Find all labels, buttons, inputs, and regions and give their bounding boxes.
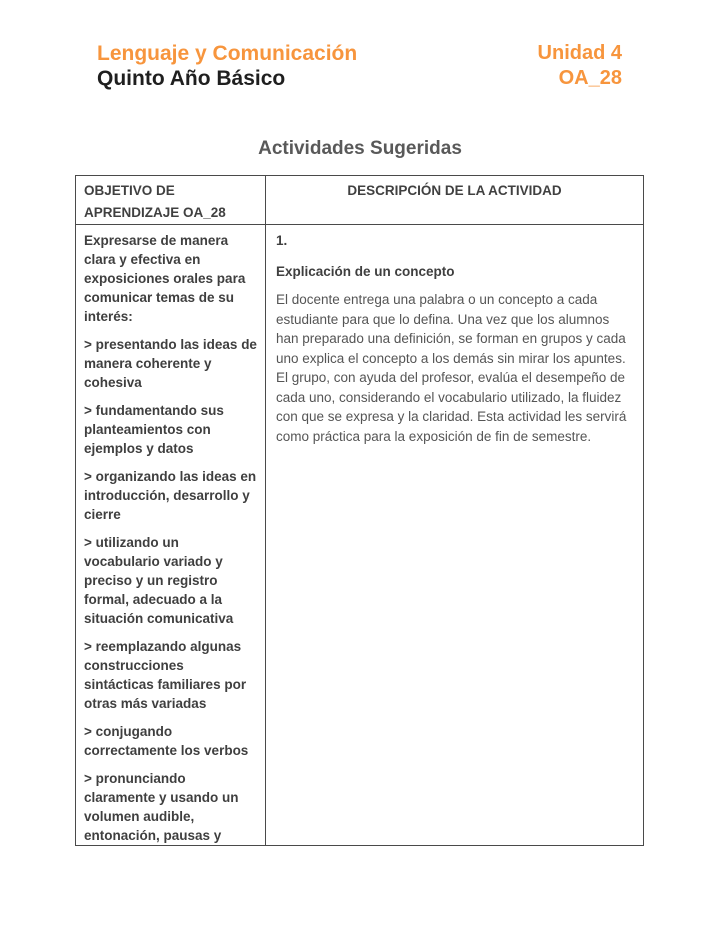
activity-description-cell [266, 225, 643, 845]
activity-description: El docente entrega una palabra o un concepto a cada estudiante para que lo defina. Una vez que los alumnos han preparado una definición, se forman en grupos y cada uno explica el concepto a los demás sin mirar los apuntes. El grupo, con ayuda del profesor, evalúa el desempeño de cada uno, considerando el vocabulario utilizado, la fluidez con que se expresa y la claridad. Esta actividad les servirá como práctica para la exposición de fin de semestre. [276, 292, 627, 444]
objective-paragraph: > pronunciando claramente y usando un volumen audible, entonación, pausas y [84, 771, 239, 843]
subject-title: Lenguaje y Comunicación [97, 42, 358, 65]
objective-cell [76, 225, 266, 845]
objective-paragraph: Expresarse de manera clara y efectiva en exposiciones orales para comunicar temas de su interés: [84, 233, 246, 324]
table-body-row [76, 225, 643, 845]
objective-paragraph: > utilizando un vocabulario variado y preciso y un registro formal, adecuado a la situación comunicativa [84, 535, 234, 626]
objective-paragraph: > organizando las ideas en introducción, desarrollo y cierre [84, 469, 257, 522]
doc-header [97, 41, 622, 91]
objective-paragraph: > fundamentando sus planteamientos con ejemplos y datos [84, 403, 224, 456]
objective-paragraph: > reemplazando algunas construcciones sintácticas familiares por otras más variadas [84, 639, 247, 711]
oa-label: OA_28 [558, 67, 622, 89]
objective-paragraph: > presentando las ideas de manera coherente y cohesiva [84, 337, 257, 390]
header-left-block [97, 41, 357, 91]
grade-subtitle: Quinto Año Básico [97, 67, 286, 90]
activity-heading: Explicación de un concepto [276, 263, 455, 279]
activity-number: 1. [276, 233, 288, 248]
table-header-row [76, 176, 643, 225]
unit-label: Unidad 4 [537, 42, 622, 64]
description-header-cell: DESCRIPCIÓN DE LA ACTIVIDAD [347, 183, 562, 198]
page-title: Actividades Sugeridas [258, 138, 462, 159]
objective-header-cell: OBJETIVO DE APRENDIZAJE OA_28 [76, 176, 266, 228]
objective-paragraph: > conjugando correctamente los verbos [84, 724, 249, 758]
activities-table [75, 175, 644, 846]
header-right-block [538, 41, 622, 91]
